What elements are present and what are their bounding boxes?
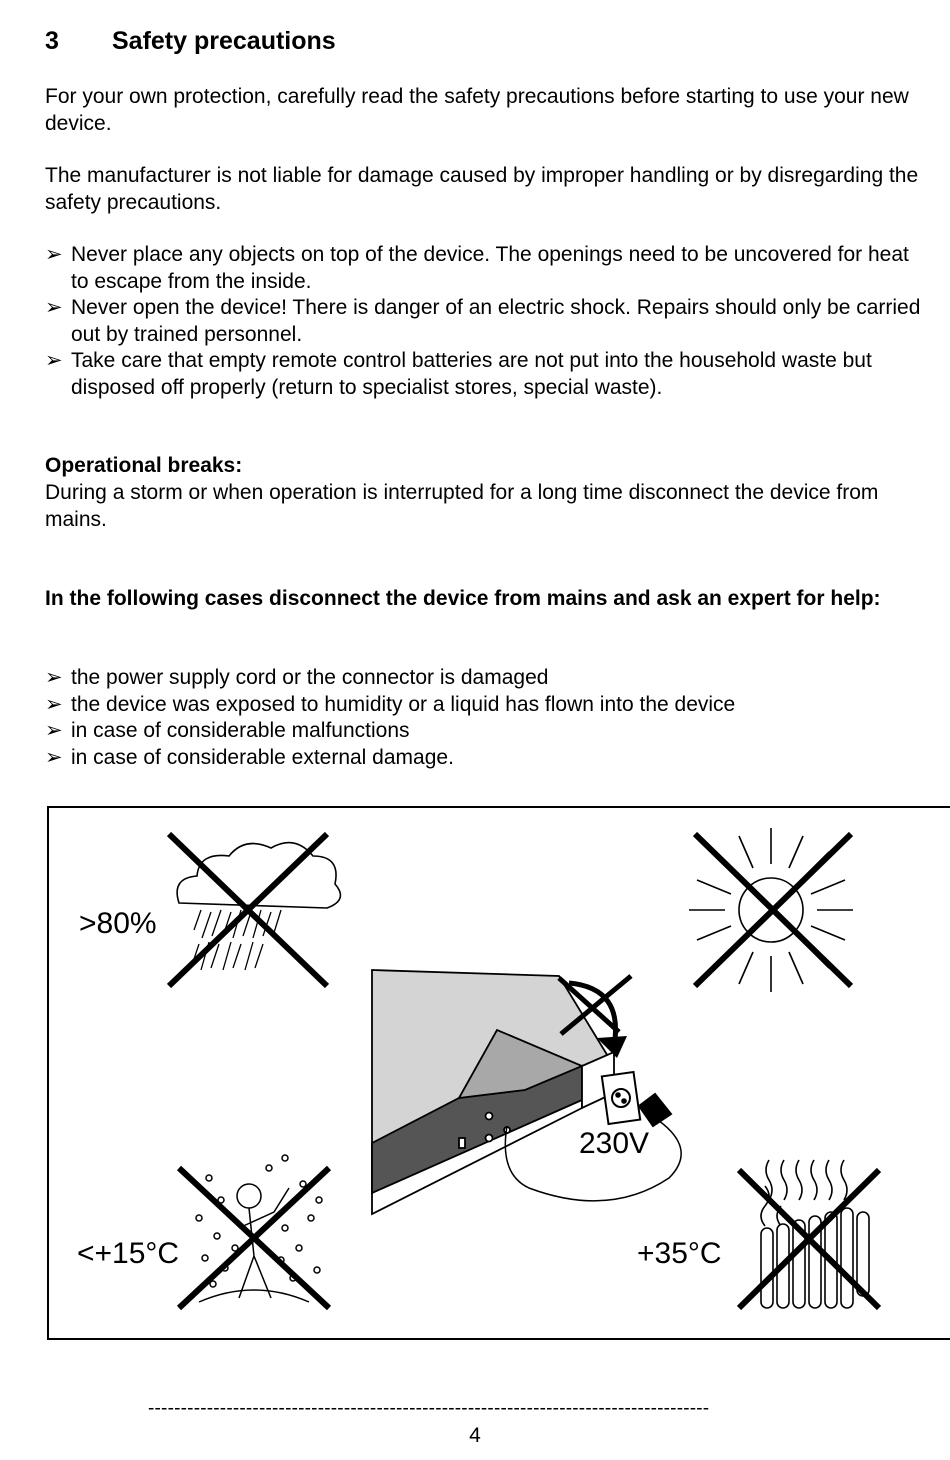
precautions-list bbox=[45, 242, 925, 401]
cold-label: <+15°C bbox=[77, 1237, 180, 1270]
section-number: 3 bbox=[45, 27, 59, 55]
rain-cloud-icon bbox=[169, 834, 340, 986]
operational-breaks-text: During a storm or when operation is interrupted for a long time disconnect the device from mains. bbox=[45, 481, 879, 531]
list-item-text: the power supply cord or the connector is damaged bbox=[71, 666, 549, 689]
radiator-icon bbox=[739, 1160, 879, 1308]
list-item bbox=[45, 692, 925, 719]
list-item bbox=[45, 718, 925, 745]
list-item bbox=[45, 295, 925, 348]
operational-breaks-heading: Operational breaks: bbox=[45, 454, 243, 477]
page-number: 4 bbox=[469, 1424, 481, 1447]
list-item bbox=[45, 348, 925, 401]
section-heading bbox=[45, 24, 336, 58]
list-item-text: in case of considerable external damage. bbox=[71, 745, 454, 769]
list-item-text: Never place any objects on top of the device. The openings need to be uncovered for heat to escape from the inside. bbox=[71, 243, 909, 293]
list-item bbox=[45, 665, 925, 692]
disconnect-cases-heading: In the following cases disconnect the device from mains and ask an expert for help: bbox=[45, 587, 881, 610]
sun-icon bbox=[689, 828, 853, 992]
intro-paragraph-1: For your own protection, carefully read the safety precautions before starting to use your new device. bbox=[45, 85, 909, 135]
humidity-label: >80% bbox=[79, 907, 157, 940]
list-item-text: in case of considerable malfunctions bbox=[71, 719, 410, 742]
list-item-text: Take care that empty remote control batteries are not put into the household waste but disposed off properly (return to specialist stores, special waste). bbox=[71, 349, 872, 399]
intro-paragraph-2: The manufacturer is not liable for damage caused by improper handling or by disregarding the safety precautions. bbox=[45, 164, 919, 214]
safety-illustration bbox=[47, 806, 950, 1340]
arrow-bullet-icon: ➢ bbox=[45, 666, 63, 689]
footer-separator: -------------------------------------------------------------------------------------- bbox=[148, 1398, 710, 1419]
voltage-label: 230V bbox=[579, 1127, 650, 1160]
list-item-text: Never open the device! There is danger of an electric shock. Repairs should only be carried out by trained personnel. bbox=[71, 296, 921, 346]
list-item bbox=[45, 242, 925, 295]
heat-label: +35°C bbox=[637, 1237, 722, 1270]
arrow-bullet-icon: ➢ bbox=[45, 243, 63, 266]
list-item-text: the device was exposed to humidity or a liquid has flown into the device bbox=[71, 692, 736, 716]
list-item bbox=[45, 745, 925, 772]
device-icon bbox=[372, 970, 614, 1214]
arrow-bullet-icon: ➢ bbox=[45, 296, 63, 319]
arrow-bullet-icon: ➢ bbox=[45, 745, 63, 769]
section-title: Safety precautions bbox=[112, 27, 336, 55]
disconnect-cases-list bbox=[45, 665, 925, 771]
cold-figure-icon bbox=[179, 1155, 329, 1308]
arrow-bullet-icon: ➢ bbox=[45, 349, 63, 372]
arrow-bullet-icon: ➢ bbox=[45, 692, 63, 716]
arrow-bullet-icon: ➢ bbox=[45, 719, 63, 742]
